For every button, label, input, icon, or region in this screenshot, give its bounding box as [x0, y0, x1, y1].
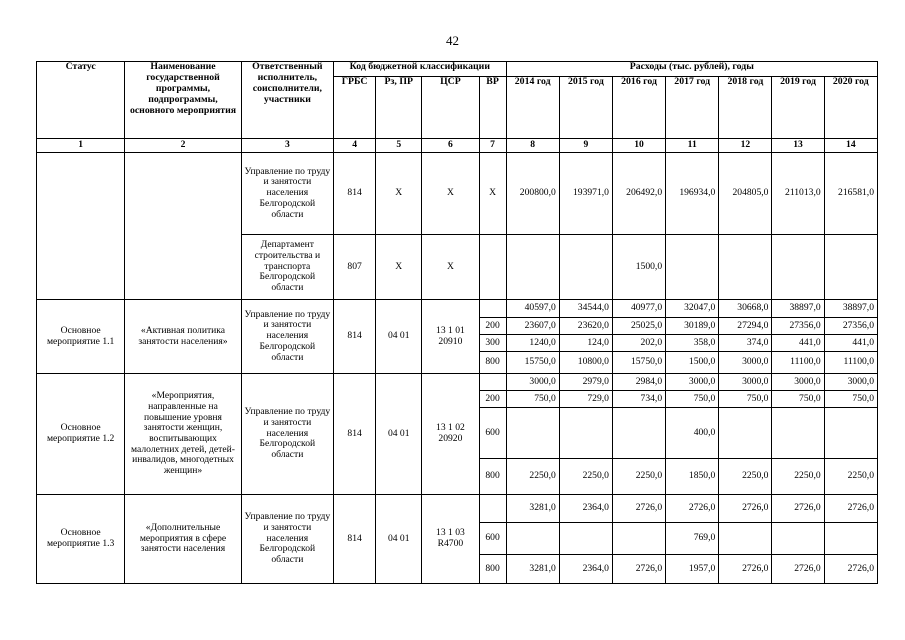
column-number: 3 [241, 139, 333, 153]
value-cell: 3281,0 [506, 555, 559, 584]
header-rzpr: Рз, ПР [376, 77, 422, 139]
column-number: 10 [612, 139, 665, 153]
header-name: Наименование государственной программы, подпрограммы, основного мероприятия [125, 62, 241, 139]
vr-cell: 800 [479, 352, 506, 374]
status-cell: Основное мероприятие 1.1 [37, 300, 125, 374]
value-cell: 2726,0 [772, 495, 824, 523]
status-cell: Основное мероприятие 1.3 [37, 495, 125, 584]
value-cell: 1500,0 [666, 352, 719, 374]
value-cell [559, 235, 612, 300]
value-cell: 2726,0 [612, 495, 665, 523]
value-cell: 750,0 [824, 391, 877, 408]
name-cell: «Дополнительные мероприятия в сфере занятости населения [125, 495, 241, 584]
value-cell: 193971,0 [559, 153, 612, 235]
responsible-cell: Управление по труду и занятости населения Белгородской области [241, 495, 333, 584]
rzpr-cell: 04 01 [376, 374, 422, 495]
csr-cell: 13 1 03 R4700 [422, 495, 479, 584]
grbs-cell: 807 [334, 235, 376, 300]
rzpr-cell: Х [376, 153, 422, 235]
value-cell: 3000,0 [666, 374, 719, 391]
header-status: Статус [37, 62, 125, 139]
header-csr: ЦСР [422, 77, 479, 139]
vr-cell [479, 374, 506, 391]
column-number: 8 [506, 139, 559, 153]
header-responsible: Ответственный исполнитель, соисполнители, участники [241, 62, 333, 139]
header-vr: ВР [479, 77, 506, 139]
value-cell: 200800,0 [506, 153, 559, 235]
value-cell: 23620,0 [559, 318, 612, 335]
value-cell: 750,0 [772, 391, 824, 408]
value-cell: 734,0 [612, 391, 665, 408]
value-cell: 2250,0 [506, 459, 559, 495]
value-cell: 441,0 [772, 335, 824, 352]
value-cell: 2984,0 [612, 374, 665, 391]
value-cell: 2726,0 [612, 555, 665, 584]
value-cell: 750,0 [506, 391, 559, 408]
value-cell [612, 523, 665, 555]
table-row [37, 153, 878, 235]
column-number: 14 [824, 139, 877, 153]
vr-cell: 600 [479, 523, 506, 555]
budget-table [36, 61, 878, 584]
value-cell [772, 408, 824, 459]
rzpr-cell: Х [376, 235, 422, 300]
value-cell: 1957,0 [666, 555, 719, 584]
column-number: 5 [376, 139, 422, 153]
value-cell: 3281,0 [506, 495, 559, 523]
header-year: 2016 год [612, 77, 665, 139]
value-cell: 358,0 [666, 335, 719, 352]
value-cell: 2250,0 [772, 459, 824, 495]
value-cell: 2250,0 [612, 459, 665, 495]
value-cell: 27294,0 [719, 318, 772, 335]
vr-cell [479, 235, 506, 300]
header-year: 2015 год [559, 77, 612, 139]
value-cell: 10800,0 [559, 352, 612, 374]
value-cell: 2726,0 [666, 495, 719, 523]
header-budget-code: Код бюджетной классификации [334, 62, 507, 77]
grbs-cell: 814 [334, 374, 376, 495]
value-cell: 2726,0 [719, 495, 772, 523]
value-cell: 2250,0 [559, 459, 612, 495]
vr-cell [479, 495, 506, 523]
header-year: 2019 год [772, 77, 824, 139]
value-cell: 3000,0 [824, 374, 877, 391]
value-cell: 204805,0 [719, 153, 772, 235]
value-cell: 1500,0 [612, 235, 665, 300]
column-number: 2 [125, 139, 241, 153]
name-cell: «Активная политика занятости населения» [125, 300, 241, 374]
value-cell: 38897,0 [772, 300, 824, 318]
value-cell: 2726,0 [772, 555, 824, 584]
column-number: 4 [334, 139, 376, 153]
column-number: 13 [772, 139, 824, 153]
value-cell: 2364,0 [559, 495, 612, 523]
header-year: 2014 год [506, 77, 559, 139]
value-cell: 441,0 [824, 335, 877, 352]
value-cell [506, 523, 559, 555]
value-cell: 11100,0 [772, 352, 824, 374]
value-cell: 30668,0 [719, 300, 772, 318]
value-cell: 124,0 [559, 335, 612, 352]
column-number: 1 [37, 139, 125, 153]
value-cell: 40977,0 [612, 300, 665, 318]
csr-cell: 13 1 02 20920 [422, 374, 479, 495]
value-cell: 25025,0 [612, 318, 665, 335]
value-cell [559, 408, 612, 459]
value-cell: 2250,0 [824, 459, 877, 495]
name-cell [125, 153, 241, 300]
value-cell: 38897,0 [824, 300, 877, 318]
value-cell: 2250,0 [719, 459, 772, 495]
column-number: 12 [719, 139, 772, 153]
value-cell: 3000,0 [506, 374, 559, 391]
value-cell [824, 408, 877, 459]
value-cell: 11100,0 [824, 352, 877, 374]
value-cell: 2979,0 [559, 374, 612, 391]
value-cell [506, 408, 559, 459]
value-cell: 1850,0 [666, 459, 719, 495]
grbs-cell: 814 [334, 153, 376, 235]
value-cell: 374,0 [719, 335, 772, 352]
value-cell: 211013,0 [772, 153, 824, 235]
column-number: 9 [559, 139, 612, 153]
vr-cell: Х [479, 153, 506, 235]
value-cell: 400,0 [666, 408, 719, 459]
value-cell: 27356,0 [824, 318, 877, 335]
value-cell: 196934,0 [666, 153, 719, 235]
column-number: 11 [666, 139, 719, 153]
value-cell: 15750,0 [506, 352, 559, 374]
value-cell: 23607,0 [506, 318, 559, 335]
value-cell: 216581,0 [824, 153, 877, 235]
vr-cell: 300 [479, 335, 506, 352]
value-cell: 769,0 [666, 523, 719, 555]
csr-cell: Х [422, 153, 479, 235]
status-cell [37, 153, 125, 300]
value-cell [612, 408, 665, 459]
value-cell [772, 523, 824, 555]
vr-cell: 800 [479, 459, 506, 495]
value-cell [772, 235, 824, 300]
value-cell: 202,0 [612, 335, 665, 352]
status-cell: Основное мероприятие 1.2 [37, 374, 125, 495]
page-number: 42 [446, 33, 459, 48]
value-cell: 32047,0 [666, 300, 719, 318]
value-cell: 3000,0 [772, 374, 824, 391]
value-cell: 1240,0 [506, 335, 559, 352]
value-cell: 34544,0 [559, 300, 612, 318]
responsible-cell: Управление по труду и занятости населения Белгородской области [241, 374, 333, 495]
table-row [37, 374, 878, 391]
vr-cell: 200 [479, 318, 506, 335]
value-cell: 40597,0 [506, 300, 559, 318]
table-row [37, 300, 878, 318]
name-cell: «Мероприятия, направленные на повышение уровня занятости женщин, воспитывающих малолетних детей, детей-инвалидов, многодетных женщин» [125, 374, 241, 495]
column-number: 7 [479, 139, 506, 153]
grbs-cell: 814 [334, 495, 376, 584]
table-row [37, 495, 878, 523]
value-cell [506, 235, 559, 300]
value-cell: 729,0 [559, 391, 612, 408]
value-cell: 2726,0 [824, 555, 877, 584]
value-cell: 2364,0 [559, 555, 612, 584]
responsible-cell: Департамент строительства и транспорта Белгородской области [241, 235, 333, 300]
header-year: 2018 год [719, 77, 772, 139]
value-cell: 27356,0 [772, 318, 824, 335]
vr-cell: 800 [479, 555, 506, 584]
value-cell [666, 235, 719, 300]
value-cell: 3000,0 [719, 374, 772, 391]
rzpr-cell: 04 01 [376, 300, 422, 374]
header-grbs: ГРБС [334, 77, 376, 139]
value-cell [719, 408, 772, 459]
responsible-cell: Управление по труду и занятости населения Белгородской области [241, 300, 333, 374]
value-cell [719, 523, 772, 555]
grbs-cell: 814 [334, 300, 376, 374]
header-expenses: Расходы (тыс. рублей), годы [506, 62, 877, 77]
value-cell: 206492,0 [612, 153, 665, 235]
value-cell: 2726,0 [719, 555, 772, 584]
value-cell: 3000,0 [719, 352, 772, 374]
csr-cell: 13 1 01 20910 [422, 300, 479, 374]
vr-cell: 600 [479, 408, 506, 459]
value-cell: 750,0 [666, 391, 719, 408]
value-cell [559, 523, 612, 555]
column-number: 6 [422, 139, 479, 153]
csr-cell: Х [422, 235, 479, 300]
header-year: 2017 год [666, 77, 719, 139]
value-cell: 2726,0 [824, 495, 877, 523]
value-cell: 15750,0 [612, 352, 665, 374]
value-cell [719, 235, 772, 300]
responsible-cell: Управление по труду и занятости населения Белгородской области [241, 153, 333, 235]
vr-cell: 200 [479, 391, 506, 408]
value-cell [824, 523, 877, 555]
rzpr-cell: 04 01 [376, 495, 422, 584]
vr-cell [479, 300, 506, 318]
value-cell: 30189,0 [666, 318, 719, 335]
value-cell: 750,0 [719, 391, 772, 408]
header-year: 2020 год [824, 77, 877, 139]
value-cell [824, 235, 877, 300]
